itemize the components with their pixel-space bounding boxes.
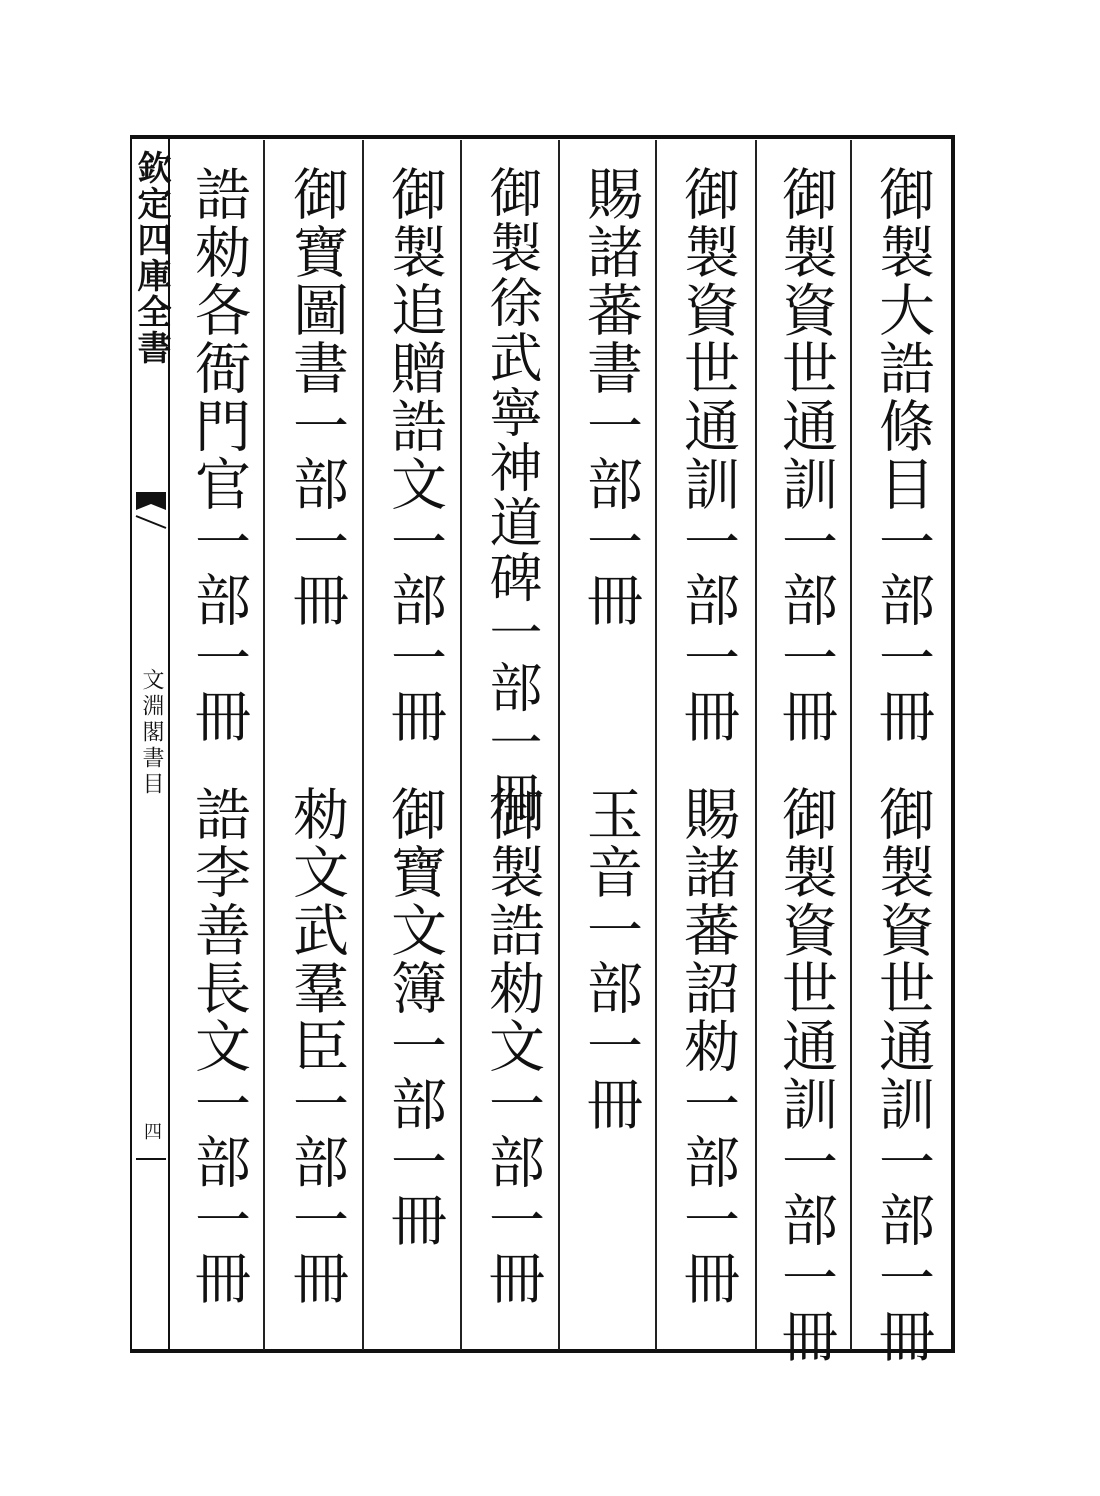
column-divider bbox=[655, 140, 657, 1350]
column-divider bbox=[558, 140, 560, 1350]
entry-upper-5: 御製徐武寧神道碑一部一冊 bbox=[481, 165, 542, 825]
entry-lower-6: 御寶文簿一部一冊 bbox=[382, 785, 447, 1249]
column-divider bbox=[850, 140, 852, 1350]
entry-lower-7: 勑文武羣臣一部一冊 bbox=[284, 785, 349, 1307]
entry-lower-1: 御製資世通訓一部一冊 bbox=[870, 785, 935, 1365]
column-divider bbox=[755, 140, 757, 1350]
gutter-page-number: 四 bbox=[141, 1122, 162, 1140]
entry-upper-4: 賜諸蕃書一部一冊 bbox=[578, 165, 643, 629]
column-divider bbox=[362, 140, 364, 1350]
entry-upper-6: 御製追贈誥文一部一冊 bbox=[382, 165, 447, 745]
gutter-subtitle: 文淵閣書目 bbox=[139, 668, 164, 798]
gutter-title: 欽定四庫全書 bbox=[131, 150, 171, 366]
column-divider bbox=[460, 140, 462, 1350]
gutter-rule bbox=[136, 1158, 166, 1160]
entry-lower-4: 玉音一部一冊 bbox=[578, 785, 643, 1133]
entry-upper-7: 御寶圖書一部一冊 bbox=[284, 165, 349, 629]
entry-upper-3: 御製資世通訓一部一冊 bbox=[675, 165, 740, 745]
entry-upper-1: 御製大誥條目一部一冊 bbox=[870, 165, 935, 745]
entry-lower-2: 御製資世通訓一部一冊 bbox=[773, 785, 838, 1365]
entry-lower-8: 誥李善長文一部一冊 bbox=[186, 785, 251, 1307]
entry-lower-5: 御製誥勑文一部一冊 bbox=[480, 785, 545, 1307]
entry-upper-8: 誥勑各衙門官一部一冊 bbox=[186, 165, 251, 745]
entry-upper-2: 御製資世通訓一部一冊 bbox=[773, 165, 838, 745]
fishtail-mark-icon bbox=[134, 490, 168, 530]
column-divider bbox=[263, 140, 265, 1350]
entry-lower-3: 賜諸蕃詔勑一部一冊 bbox=[675, 785, 740, 1307]
